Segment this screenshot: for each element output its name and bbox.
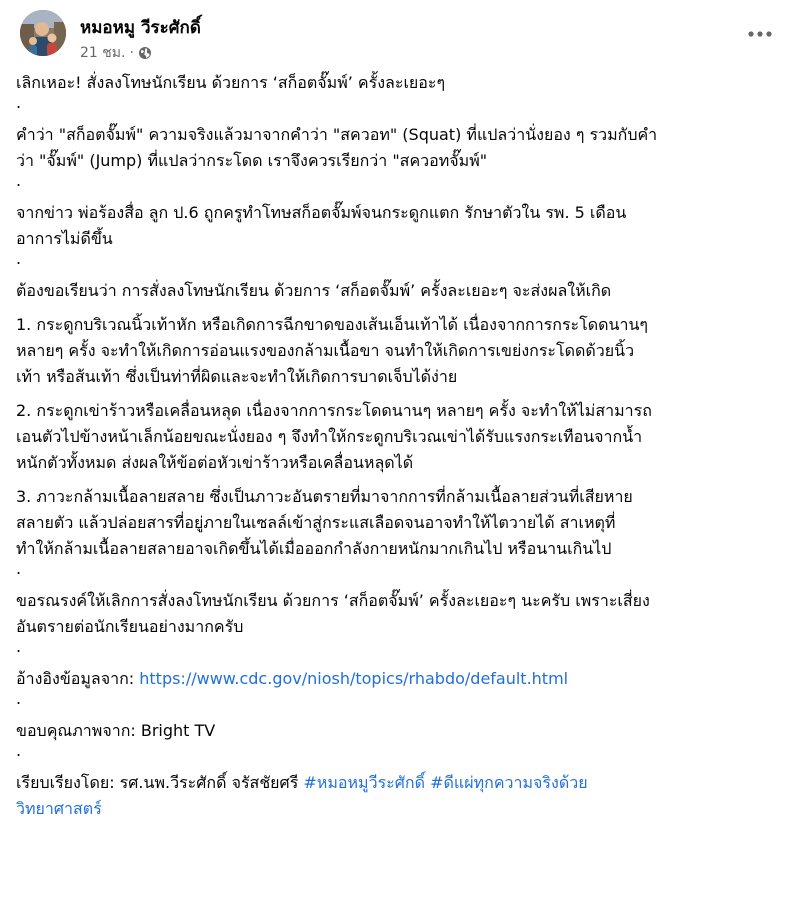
text-line: หลายๆ ครั้ง จะทำให้เกิดการอ่อนแรงของกล้ามเนื้อขา จนทำให้เกิดการเขย่งกระโดดด้วยนิ้ว (16, 341, 635, 360)
list-item-2 (16, 398, 786, 476)
dot-separator: . (16, 171, 22, 190)
post-headline: เลิกเหอะ! สั่งลงโทษนักเรียน ด้วยการ ‘สก็อตจั๊มพ์’ ครั้งละเยอะๆ (16, 73, 446, 92)
hashtag-continuation (16, 796, 786, 822)
hashtag-link-continued[interactable]: วิทยาศาสตร์ (16, 799, 102, 818)
post-body (12, 70, 786, 822)
reference-label: อ้างอิงข้อมูลจาก: (16, 669, 140, 688)
post-meta (80, 42, 152, 64)
text-line: 3. ภาวะกล้ามเนื้อลายสลาย ซึ่งเป็นภาวะอันตรายที่มาจากการที่กล้ามเนื้อลายส่วนที่เสียหาย (16, 487, 633, 506)
text-line: ทำให้กล้ามเนื้อลายสลายอาจเกิดขึ้นได้เมื่อออกกำลังกายหนักมากเกินไป หรือนานเกินไป (16, 539, 612, 558)
post-timestamp[interactable]: 21 ชม. (80, 45, 126, 61)
text-line: เอนตัวไปข้างหน้าเล็กน้อยขณะนั่งยอง ๆ จึงทำให้กระดูกบริเวณเข่าได้รับแรงกระเทือนจากน้ำ (16, 427, 643, 446)
text-line: ว่า "จั๊มพ์" (Jump) ที่แปลว่ากระโดด เราจึงควรเรียกว่า "สควอทจั๊มพ์" (16, 151, 488, 170)
more-options-button[interactable] (742, 22, 778, 46)
text-line: 2. กระดูกเข่าร้าวหรือเคลื่อนหลุด เนื่องจากการกระโดดนานๆ หลายๆ ครั้ง จะทำให้ไม่สามารถ (16, 401, 652, 420)
text-line: จากข่าว พ่อร้องสื่อ ลูก ป.6 ถูกครูทำโทษสก็อตจั๊มพ์จนกระดูกแตก รักษาตัวใน รพ. 5 เดือน (16, 203, 627, 222)
dot-separator: . (16, 559, 22, 578)
paragraph-intro-effects: ต้องขอเรียนว่า การสั่งลงโทษนักเรียน ด้วยการ ‘สก็อตจั๊มพ์’ ครั้งละเยอะๆ จะส่งผลให้เกิด (16, 281, 612, 300)
text-line: สลายตัว แล้วปล่อยสารที่อยู่ภายในเซลล์เข้าสู่กระแสเลือดจนอาจทำให้ไตวายได้ สาเหตุที่ (16, 513, 616, 532)
reference-link[interactable]: https://www.cdc.gov/niosh/topics/rhabdo/default.html (139, 669, 569, 688)
hashtag-link[interactable]: #ดีแผ่ทุกความจริงด้วย (430, 773, 588, 792)
text-line: อันตรายต่อนักเรียนอย่างมากครับ (16, 617, 244, 636)
dot-separator: . (16, 689, 22, 708)
paragraph-news (16, 200, 786, 252)
globe-icon[interactable] (138, 46, 152, 60)
list-item-1 (16, 312, 786, 390)
post-header (12, 0, 786, 70)
text-line: หนักตัวทั้งหมด ส่งผลให้ข้อต่อหัวเข่าร้าวหรือเคลื่อนหลุดได้ (16, 453, 414, 472)
author-name[interactable]: หมอหมู วีระศักดิ์ (80, 18, 201, 38)
list-item-3 (16, 484, 786, 562)
text-line: คำว่า "สก็อตจั๊มพ์" ความจริงแล้วมาจากคำว่า "สควอท" (Squat) ที่แปลว่านั่งยอง ๆ รวมกับคำ (16, 125, 658, 144)
dot-separator: . (16, 93, 22, 112)
compiled-by-line (16, 770, 786, 796)
dot-separator: . (16, 741, 22, 760)
paragraph-campaign (16, 588, 786, 640)
meta-separator: · (129, 45, 134, 61)
text-line: อาการไม่ดีขึ้น (16, 229, 113, 248)
hashtag-link[interactable]: #หมอหมูวีระศักดิ์ (303, 773, 425, 792)
text-line: เท้า หรือส้นเท้า ซึ่งเป็นท่าที่ผิดและจะทำให้เกิดการบาดเจ็บได้ง่าย (16, 367, 458, 386)
avatar[interactable] (20, 10, 66, 56)
compiled-by-label: เรียบเรียงโดย: รศ.นพ.วีระศักดิ์ จรัสชัยศรี (16, 773, 304, 792)
avatar-photo (20, 10, 66, 56)
reference-line (16, 666, 786, 692)
image-credit: ขอบคุณภาพจาก: Bright TV (16, 721, 216, 740)
more-options-icon (747, 30, 773, 38)
dot-separator: . (16, 249, 22, 268)
paragraph-squat-jump-definition (16, 122, 786, 174)
text-line: 1. กระดูกบริเวณนิ้วเท้าหัก หรือเกิดการฉีกขาดของเส้นเอ็นเท้าได้ เนื่องจากการกระโดดนานๆ (16, 315, 648, 334)
dot-separator: . (16, 637, 22, 656)
text-line: ขอรณรงค์ให้เลิกการสั่งลงโทษนักเรียน ด้วยการ ‘สก็อตจั๊มพ์’ ครั้งละเยอะๆ นะครับ เพราะเสี่ยง (16, 591, 650, 610)
